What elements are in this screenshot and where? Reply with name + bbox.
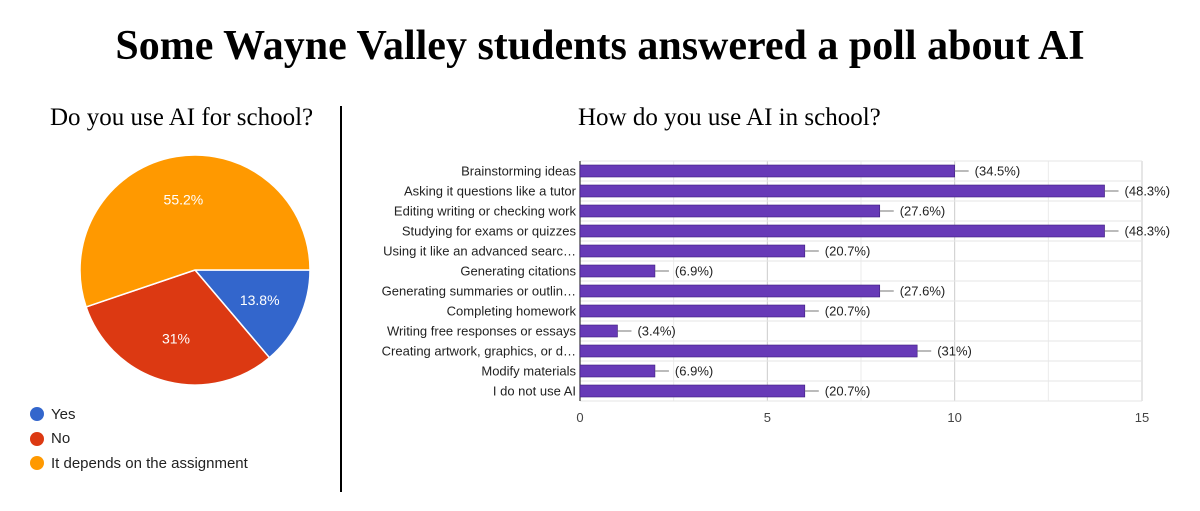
category-label: Completing homework [446, 303, 576, 319]
bar-value-label: (27.6%) [899, 283, 946, 299]
bar [580, 165, 955, 177]
x-tick-label: 10 [947, 410, 962, 425]
x-tick-label: 0 [576, 410, 584, 425]
category-label: Editing writing or checking work [393, 203, 576, 219]
bar-value-label: (31%) [937, 343, 972, 359]
category-label: Asking it questions like a tutor [404, 183, 576, 199]
bar [580, 185, 1105, 197]
bar-value-label: (27.6%) [899, 203, 946, 219]
category-label: Studying for exams or quizzes [401, 223, 576, 239]
bar-value-label: (48.3%) [1124, 223, 1171, 239]
bar-value-label: (48.3%) [1124, 183, 1171, 199]
bar [580, 345, 917, 357]
bar [580, 245, 805, 257]
category-label: Brainstorming ideas [461, 163, 576, 179]
bar [580, 225, 1105, 237]
bar [580, 285, 880, 297]
bar [580, 265, 655, 277]
category-label: Creating artwork, graphics, or d… [381, 343, 576, 359]
main-title: Some Wayne Valley students answered a poll about AI [115, 23, 1085, 69]
bar-value-label: (3.4%) [637, 323, 676, 339]
pie-chart-title: Do you use AI for school? [50, 104, 314, 131]
bar-value-label: (20.7%) [824, 243, 871, 259]
bar-value-label: (20.7%) [824, 383, 871, 399]
legend-label-no: No [51, 430, 71, 448]
bar [580, 365, 655, 377]
bar-value-label: (20.7%) [824, 303, 871, 319]
category-label: Generating citations [460, 263, 576, 279]
category-label: I do not use AI [492, 383, 576, 399]
bar [580, 305, 805, 317]
category-label: Modify materials [481, 363, 576, 379]
x-tick-label: 15 [1134, 410, 1150, 425]
bar [580, 325, 617, 337]
bar-value-label: (6.9%) [674, 363, 714, 379]
bar-value-label: (6.9%) [674, 263, 714, 279]
legend-label-yes: Yes [51, 405, 76, 423]
pie-slice-label: 31% [161, 330, 190, 347]
bar-value-label: (34.5%) [974, 163, 1021, 179]
bar [580, 385, 805, 397]
category-label: Generating summaries or outlin… [381, 283, 576, 299]
pie-slice-label: 13.8% [239, 291, 280, 308]
bar-chart-title: How do you use AI in school? [578, 104, 881, 131]
category-label: Writing free responses or essays [386, 323, 576, 339]
legend-label-depends: It depends on the assignment [51, 454, 248, 472]
bar [580, 205, 880, 217]
category-label: Using it like an advanced searc… [383, 243, 576, 259]
x-tick-label: 5 [763, 410, 771, 425]
pie-slice-label: 55.2% [163, 191, 204, 208]
